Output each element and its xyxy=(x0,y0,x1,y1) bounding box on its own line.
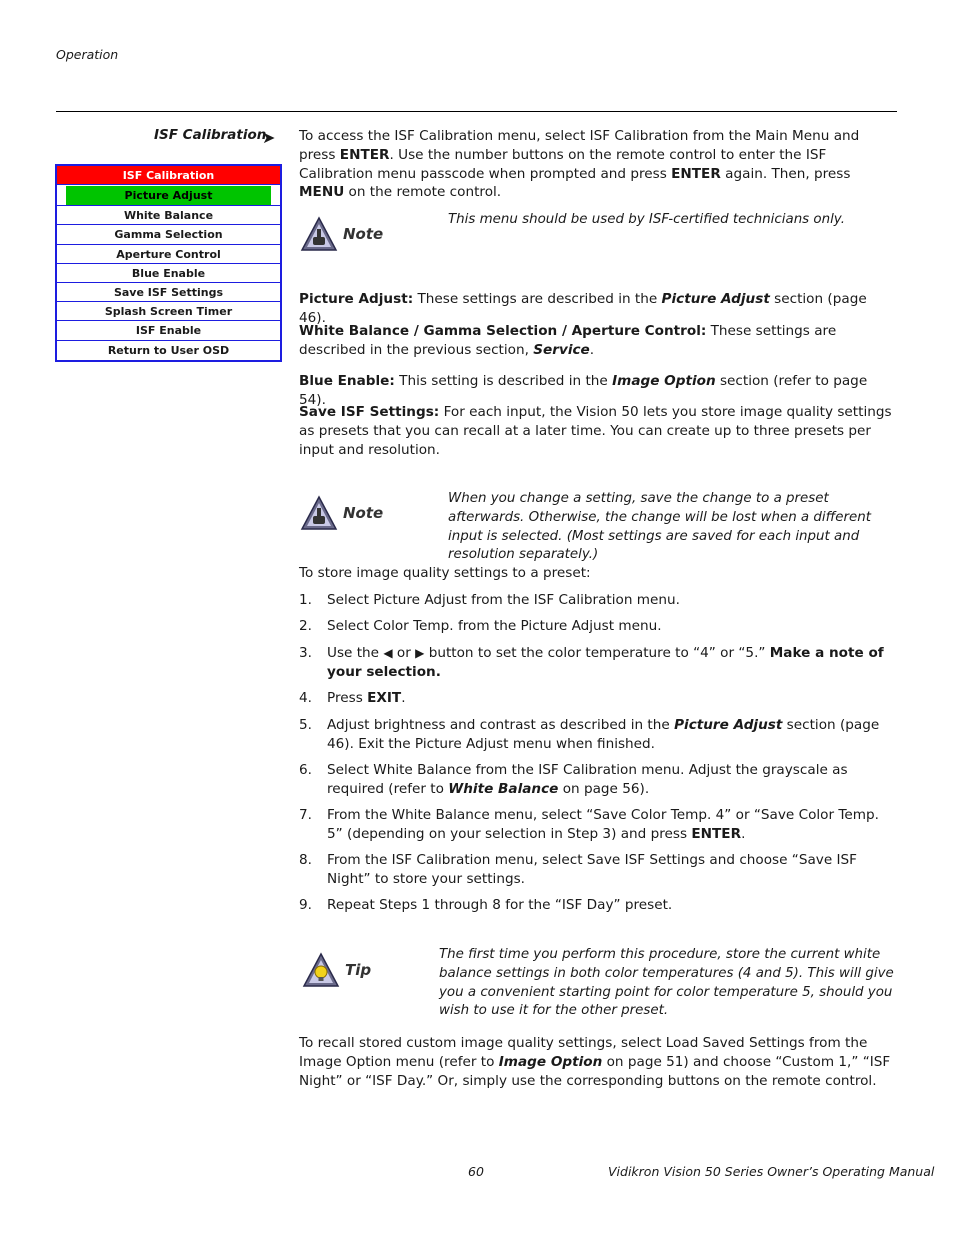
right-arrow-icon: ▶ xyxy=(415,646,425,660)
tip-label: Tip xyxy=(345,961,372,979)
note-label: Note xyxy=(343,225,384,243)
menu-item-picture-adjust[interactable]: Picture Adjust xyxy=(57,185,280,206)
section-heading: ISF Calibration xyxy=(154,127,267,143)
manual-title: Vidikron Vision 50 Series Owner’s Operating Manual xyxy=(608,1164,935,1179)
menu-item-white-balance[interactable]: White Balance xyxy=(57,206,280,225)
blue-enable-paragraph: Blue Enable: This setting is described in the Image Option section (refer to page 54). xyxy=(299,373,868,408)
note-text: This menu should be used by ISF-certified technicians only. xyxy=(448,212,845,227)
tip-lightbulb-icon xyxy=(302,952,340,988)
recall-paragraph: To recall stored custom image quality settings, select Load Saved Settings from the Image Option menu (refer to Image Option on page 51) and choose “Custom 1,” “ISF Night” or “ISF Day.” Or, simply use the corresponding buttons on the remote control. xyxy=(299,1035,891,1089)
note-pointing-hand-icon xyxy=(300,216,338,252)
page-number: 60 xyxy=(468,1164,484,1179)
note-label: Note xyxy=(343,504,384,522)
menu-item-blue-enable[interactable]: Blue Enable xyxy=(57,264,280,283)
menu-item-splash-screen-timer[interactable]: Splash Screen Timer xyxy=(57,302,280,321)
menu-item-return-to-user-osd[interactable]: Return to User OSD xyxy=(107,343,230,357)
menu-item-aperture-control[interactable]: Aperture Control xyxy=(57,245,280,264)
white-balance-paragraph: White Balance / Gamma Selection / Aperture Control: These settings are described in the previous section, Service. xyxy=(299,323,837,358)
store-intro: To store image quality settings to a preset: xyxy=(299,565,591,581)
header-rule xyxy=(56,111,897,112)
save-isf-paragraph: Save ISF Settings: For each input, the Vision 50 lets you store image quality settings as presets that you can recall at a later time. You can create up to three presets per input and resolution. xyxy=(299,404,892,458)
running-header: Operation xyxy=(56,47,119,62)
menu-item-gamma-selection[interactable]: Gamma Selection xyxy=(57,225,280,244)
note-pointing-hand-icon xyxy=(300,495,338,531)
picture-adjust-paragraph: Picture Adjust: These settings are described in the Picture Adjust section (page 46). xyxy=(299,291,867,326)
note-text: When you change a setting, save the change to a preset afterwards. Otherwise, the change will be lost when a different input is selected. (Most settings are saved for each input and resolution separately.) xyxy=(448,491,872,563)
tip-text: The first time you perform this procedure, store the current white balance settings in both color temperatures (4 and 5). This will give you a convenient starting point for color temperature 5, should you wish to use it for the other preset. xyxy=(439,947,894,1019)
menu-item-save-isf-settings[interactable]: Save ISF Settings xyxy=(57,283,280,302)
left-arrow-icon: ◀ xyxy=(383,646,393,660)
menu-title: ISF Calibration xyxy=(57,166,280,185)
intro-paragraph: To access the ISF Calibration menu, select ISF Calibration from the Main Menu and press ENTER. Use the number buttons on the remote control to enter the ISF Calibration menu passcode when prompted and press ENTER again. Then, press MENU on the remote control. xyxy=(299,128,860,201)
menu-item-isf-enable[interactable]: ISF Enable xyxy=(57,321,280,340)
arrow-right-icon: ➤ xyxy=(262,128,276,147)
isf-calibration-menu xyxy=(55,164,282,362)
